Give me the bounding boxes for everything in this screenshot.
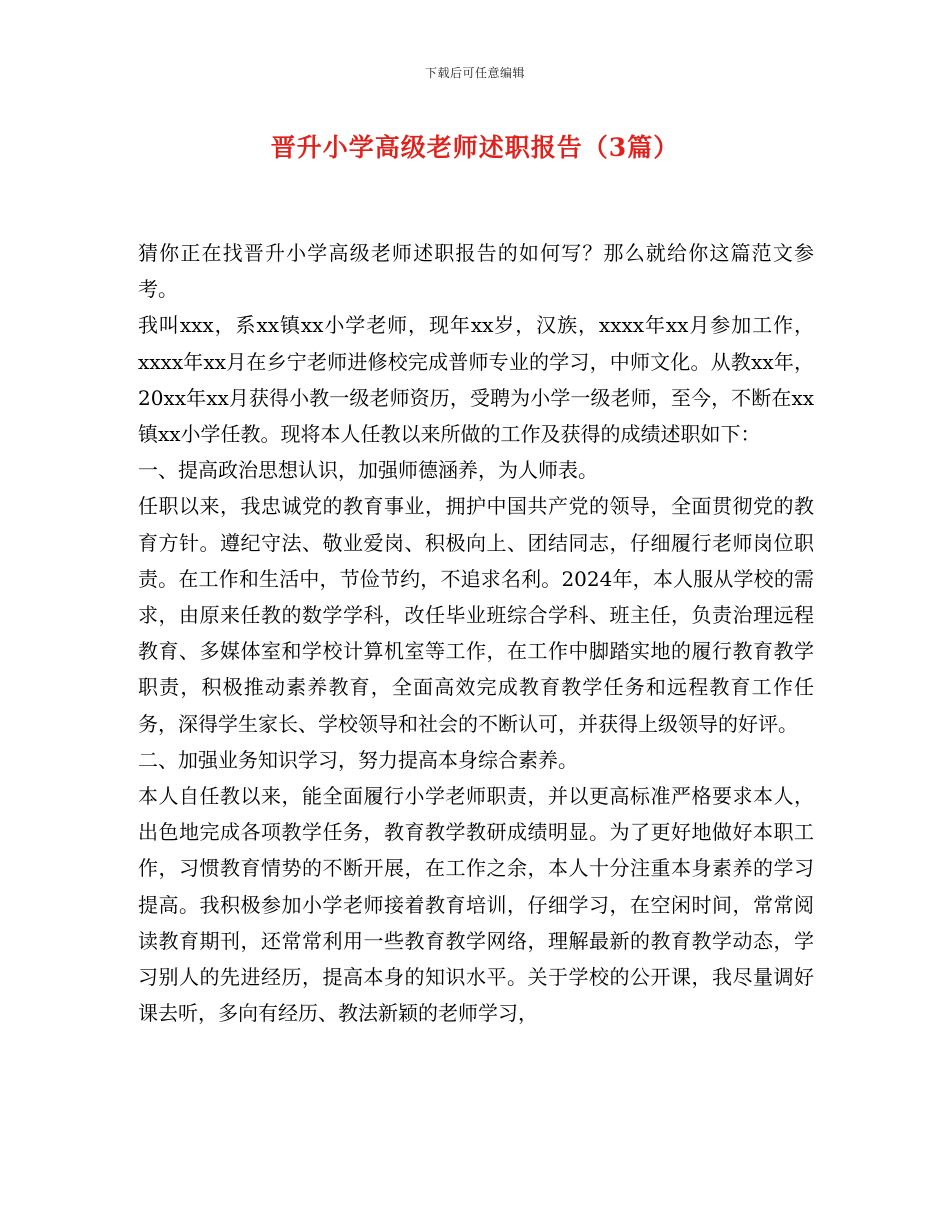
section-heading: 一、提高政治思想认识，加强师德涵养，为人师表。: [138, 458, 598, 483]
document-title: 晋升小学高级老师述职报告（3篇）: [270, 133, 680, 162]
paragraph: 任职以来，我忠诚党的教育事业，拥护中国共产党的领导，全面贯彻党的教育方针。遵纪守法、敬业爱岗、积极向上、团结同志，仔细履行老师岗位职责。在工作和生活中，节俭节约，不追求名利。2024年，本人服从学校的需求，由原来任教的数学学科，改任毕业班综合学科、班主任，负责治理远程教育、多媒体室和学校计算机室等工作，在工作中脚踏实地的履行教育教学职责，积极推动素养教育，全面高效完成教育教学任务和远程教育工作任务，深得学生家长、学校领导和社会的不断认可，并获得上级领导的好评。: [138, 494, 814, 736]
section-heading: 二、加强业务知识学习，努力提高本身综合素养。: [138, 747, 578, 772]
paragraph: 猜你正在找晋升小学高级老师述职报告的如何写？那么就给你这篇范文参考。: [138, 241, 814, 302]
paragraph: 本人自任教以来，能全面履行小学老师职责，并以更高标准严格要求本人，出色地完成各项教学任务，教育教学教研成绩明显。为了更好地做好本职工作，习惯教育情势的不断开展，在工作之余，本人十分注重本身素养的学习提高。我积极参加小学老师接着教育培训，仔细学习，在空闲时间，常常阅读教育期刊，还常常利用一些教育教学网络，理解最新的教育教学动态，学习别人的先进经历，提高本身的知识水平。关于学校的公开课，我尽量调好课去听，多向有经历、教法新颖的老师学习，: [138, 784, 814, 1026]
document-body: [138, 235, 814, 1031]
paragraph: 我叫xxx，系xx镇xx小学老师，现年xx岁，汉族，xxxx年xx月参加工作，xxxx年xx月在乡宁老师进修校完成普师专业的学习，中师文化。从教xx年， 20xx年xx月获得小教一级老师资历，受聘为小学一级老师，至今，不断在xx镇xx小学任教。现将本人任教以来所做的工作及获得的成绩述职如下：: [138, 313, 814, 447]
header-note: 下载后可任意编辑: [424, 66, 525, 80]
